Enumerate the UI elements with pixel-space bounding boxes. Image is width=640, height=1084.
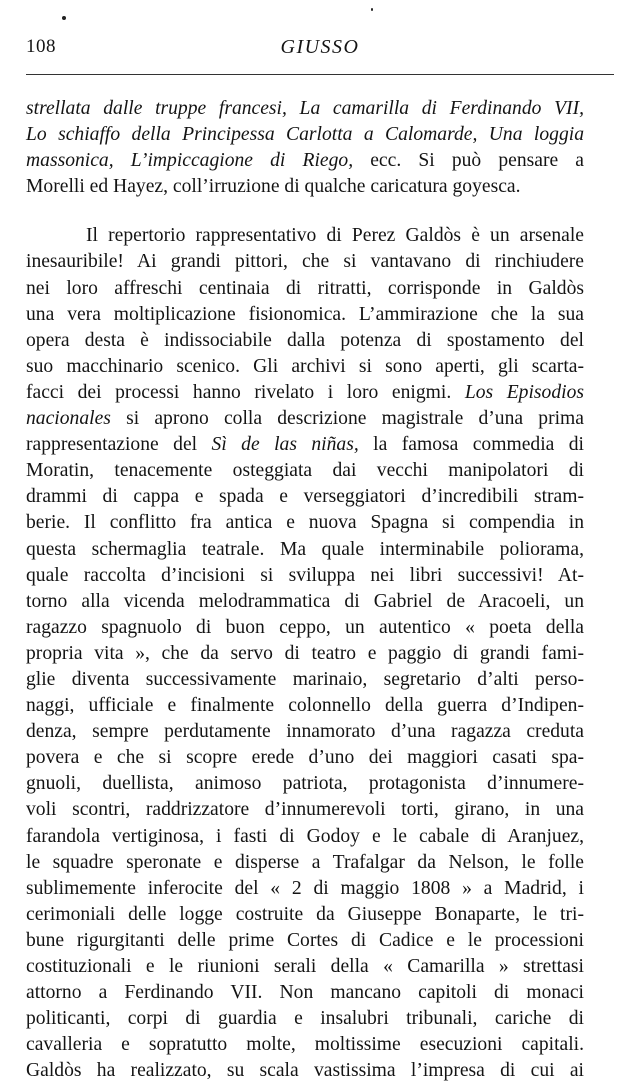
ink-speck bbox=[371, 8, 373, 11]
text-line: Moratin, tenacemente osteggiata dai vecchi manipolatori di bbox=[26, 460, 584, 482]
text-line: Il repertorio rappresentativo di Perez Galdòs è un arsenale bbox=[86, 225, 584, 247]
page-header bbox=[26, 34, 614, 70]
paragraph-2 bbox=[26, 223, 584, 1084]
text-line: suo macchinario scenico. Gli archivi si sono aperti, gli scarta- bbox=[26, 355, 584, 377]
text-line: facci dei processi hanno rivelato i loro enigmi. Los Episodios bbox=[26, 381, 584, 403]
text-line: torno alla vicenda melodrammatica di Gabriel de Aracoeli, un bbox=[26, 590, 584, 612]
text-line: sublimemente inferocite del « 2 di maggio 1808 » a Madrid, i bbox=[26, 877, 584, 899]
text-line: attorno a Ferdinando VII. Non mancano capitoli di monaci bbox=[26, 982, 584, 1004]
text-line: strellata dalle truppe francesi, La camarilla di Ferdinando VII, bbox=[26, 98, 584, 119]
paragraph-1 bbox=[26, 96, 584, 200]
text-line: farandola vertiginosa, i fasti di Godoy e le cabale di Aranjuez, bbox=[26, 825, 584, 847]
text-line: gnuoli, duellista, animoso patriota, protagonista d’innumere- bbox=[26, 773, 584, 795]
running-head: GIUSSO bbox=[280, 36, 360, 58]
header-rule bbox=[26, 74, 614, 75]
text-line: bune rigurgitanti delle prime Cortes di Cadice e le processioni bbox=[26, 929, 584, 951]
text-line: nacionales si aprono colla descrizione magistrale d’una prima bbox=[26, 408, 584, 430]
text-line: ragazzo spagnuolo di buon ceppo, un autentico « poeta della bbox=[26, 616, 584, 638]
text-line: cerimoniali delle logge costruite da Giuseppe Bonaparte, le tri- bbox=[26, 903, 584, 925]
text-line: propria vita », che da servo di teatro e paggio di grandi fami- bbox=[26, 642, 584, 664]
text-line: opera desta è indissociabile dalla potenza di spostamento del bbox=[26, 329, 584, 351]
text-line: naggi, ufficiale e finalmente colonnello della guerra d’Indipen- bbox=[26, 695, 584, 717]
text-line: inesauribile! Ai grandi pittori, che si vantavano di rinchiudere bbox=[26, 251, 584, 273]
text-line: povera e che si scopre erede d’uno dei maggiori casati spa- bbox=[26, 747, 584, 769]
text-line: questa schermaglia teatrale. Ma quale interminabile poliorama, bbox=[26, 538, 584, 560]
text-line: quale raccolta d’incisioni si sviluppa nei libri successivi! At- bbox=[26, 564, 584, 586]
page-number: 108 bbox=[26, 36, 56, 57]
paragraph-gap bbox=[26, 200, 584, 223]
text-line: politicanti, corpi di guardia e insalubri tribunali, cariche di bbox=[26, 1008, 584, 1030]
text-line: drammi di cappa e spada e verseggiatori d’incredibili stram- bbox=[26, 486, 584, 508]
text-line: costituzionali e le riunioni serali della « Camarilla » strettasi bbox=[26, 956, 584, 977]
text-line: rappresentazione del Sì de las niñas, la famosa commedia di bbox=[26, 434, 585, 456]
text-line: cavalleria e sopratutto molte, moltissime esecuzioni capitali. bbox=[26, 1034, 584, 1056]
text-line: glie diventa successivamente marinaio, segretario d’alti perso- bbox=[26, 668, 584, 690]
text-line: Galdòs ha realizzato, su scala vastissima l’impresa di cui ai bbox=[26, 1060, 584, 1082]
text-line: Lo schiaffo della Principessa Carlotta a Calomarde, Una loggia bbox=[26, 124, 584, 146]
text-line: Morelli ed Hayez, coll’irruzione di qualche caricatura goyesca. bbox=[26, 176, 521, 198]
text-line: voli scontri, raddrizzatore d’innumerevoli torti, girano, in una bbox=[26, 799, 584, 821]
text-line: nei loro affreschi centinaia di ritratti, corrisponde in Galdòs bbox=[26, 277, 584, 299]
text-line: denza, sempre perdutamente innamorato d’una ragazza creduta bbox=[26, 721, 584, 743]
text-line: le squadre speronate e disperse a Trafalgar da Nelson, le folle bbox=[26, 851, 584, 873]
ink-speck bbox=[62, 16, 66, 20]
text-line: una vera moltiplicazione fisionomica. L’ammirazione che la sua bbox=[26, 303, 584, 325]
text-line: berie. Il conflitto fra antica e nuova Spagna si compendia in bbox=[26, 512, 584, 534]
body-text bbox=[26, 96, 584, 1084]
text-line: massonica, L’impiccagione di Riego, ecc. Si può pensare a bbox=[26, 150, 584, 172]
